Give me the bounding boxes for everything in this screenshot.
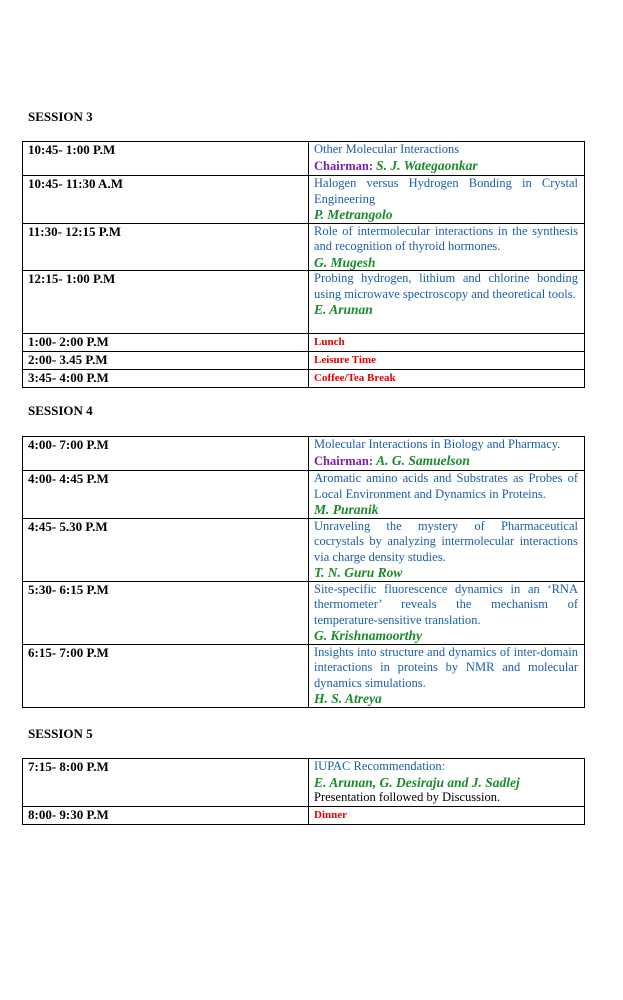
topic-text: Other Molecular Interactions — [314, 142, 460, 156]
table-row — [23, 807, 585, 825]
speaker-name: M. Puranik — [314, 502, 379, 517]
topic-text: Molecular Interactions in Biology and Pharmacy. — [314, 437, 561, 451]
break-label: Coffee/Tea Break — [314, 372, 396, 384]
topic-text: Probing hydrogen, lithium and chlorine bonding using microwave spectroscopy and theoretical tools. — [314, 271, 578, 301]
time-cell: 4:00- 4:45 P.M — [23, 471, 309, 519]
topic-text: Insights into structure and dynamics of inter-domain interactions in proteins by NMR and molecular dynamics simulations. — [314, 644, 578, 690]
session-5-title: SESSION 5 — [28, 726, 93, 741]
chairman-label: Chairman: — [314, 453, 374, 468]
time-cell: 10:45- 1:00 P.M — [23, 142, 309, 176]
break-label: Leisure Time — [314, 354, 377, 366]
time-cell: 5:30- 6:15 P.M — [23, 581, 309, 644]
table-row — [23, 352, 585, 370]
speaker-name: E. Arunan, G. Desiraju and J. Sadlej — [314, 774, 520, 790]
description-cell — [309, 142, 585, 176]
chairman-name: A. G. Samuelson — [376, 452, 470, 468]
description-cell — [309, 759, 585, 807]
time-cell: 11:30- 12:15 P.M — [23, 223, 309, 271]
session-4-title: SESSION 4 — [28, 403, 93, 418]
speaker-name: G. Mugesh — [314, 254, 376, 270]
table-row — [23, 581, 585, 644]
time-cell: 12:15- 1:00 P.M — [23, 271, 309, 334]
topic-text: Aromatic amino acids and Substrates as Probes of Local Environment and Dynamics in Proteins. — [314, 471, 578, 501]
table-row — [23, 437, 585, 471]
time-cell: 1:00- 2:00 P.M — [23, 334, 309, 352]
time-cell: 3:45- 4:00 P.M — [23, 370, 309, 388]
break-label: Lunch — [314, 336, 345, 348]
topic-text: Unraveling the mystery of Pharmaceutical cocrystals by analyzing intermolecular interactions via charge density studies. — [314, 518, 578, 564]
session-4-table — [22, 436, 585, 708]
topic-text: Role of intermolecular interactions in the synthesis and recognition of thyroid hormones. — [314, 223, 578, 253]
table-row — [23, 759, 585, 807]
speaker-name: E. Arunan — [314, 302, 373, 317]
note-text: Presentation followed by Discussion. — [314, 790, 501, 804]
time-cell: 6:15- 7:00 P.M — [23, 644, 309, 707]
time-cell: 7:15- 8:00 P.M — [23, 759, 309, 807]
chairman-name: S. J. Wategaonkar — [376, 157, 478, 173]
description-cell — [309, 271, 585, 334]
description-cell — [309, 581, 585, 644]
session-5-table — [22, 758, 585, 825]
break-label: Dinner — [314, 809, 347, 821]
table-row — [23, 142, 585, 176]
description-cell — [309, 644, 585, 707]
table-row — [23, 223, 585, 271]
table-row — [23, 271, 585, 334]
description-cell — [309, 223, 585, 271]
topic-text: IUPAC Recommendation: — [314, 759, 446, 773]
time-cell: 8:00- 9:30 P.M — [23, 807, 309, 825]
time-cell: 10:45- 11:30 A.M — [23, 176, 309, 224]
description-cell — [309, 437, 585, 471]
speaker-name: P. Metrangolo — [314, 207, 393, 222]
table-row — [23, 518, 585, 581]
table-row — [23, 370, 585, 388]
description-cell — [309, 807, 585, 825]
speaker-name: G. Krishnamoorthy — [314, 628, 423, 643]
description-cell — [309, 334, 585, 352]
session-3-title: SESSION 3 — [28, 109, 93, 124]
description-cell — [309, 176, 585, 224]
topic-text: Halogen versus Hydrogen Bonding in Crystal Engineering — [314, 176, 578, 206]
description-cell — [309, 352, 585, 370]
topic-text: Site-specific fluorescence dynamics in an ‘RNA thermometer’ reveals the mechanism of temperature-sensitive translation. — [314, 581, 578, 627]
chairman-label: Chairman: — [314, 158, 374, 173]
table-row — [23, 644, 585, 707]
time-cell: 2:00- 3.45 P.M — [23, 352, 309, 370]
table-row — [23, 176, 585, 224]
description-cell — [309, 471, 585, 519]
speaker-name: T. N. Guru Row — [314, 565, 403, 580]
time-cell: 4:00- 7:00 P.M — [23, 437, 309, 471]
table-row — [23, 334, 585, 352]
table-row — [23, 471, 585, 519]
description-cell — [309, 518, 585, 581]
session-3-table — [22, 141, 585, 388]
time-cell: 4:45- 5.30 P.M — [23, 518, 309, 581]
speaker-name: H. S. Atreya — [314, 691, 382, 706]
description-cell — [309, 370, 585, 388]
